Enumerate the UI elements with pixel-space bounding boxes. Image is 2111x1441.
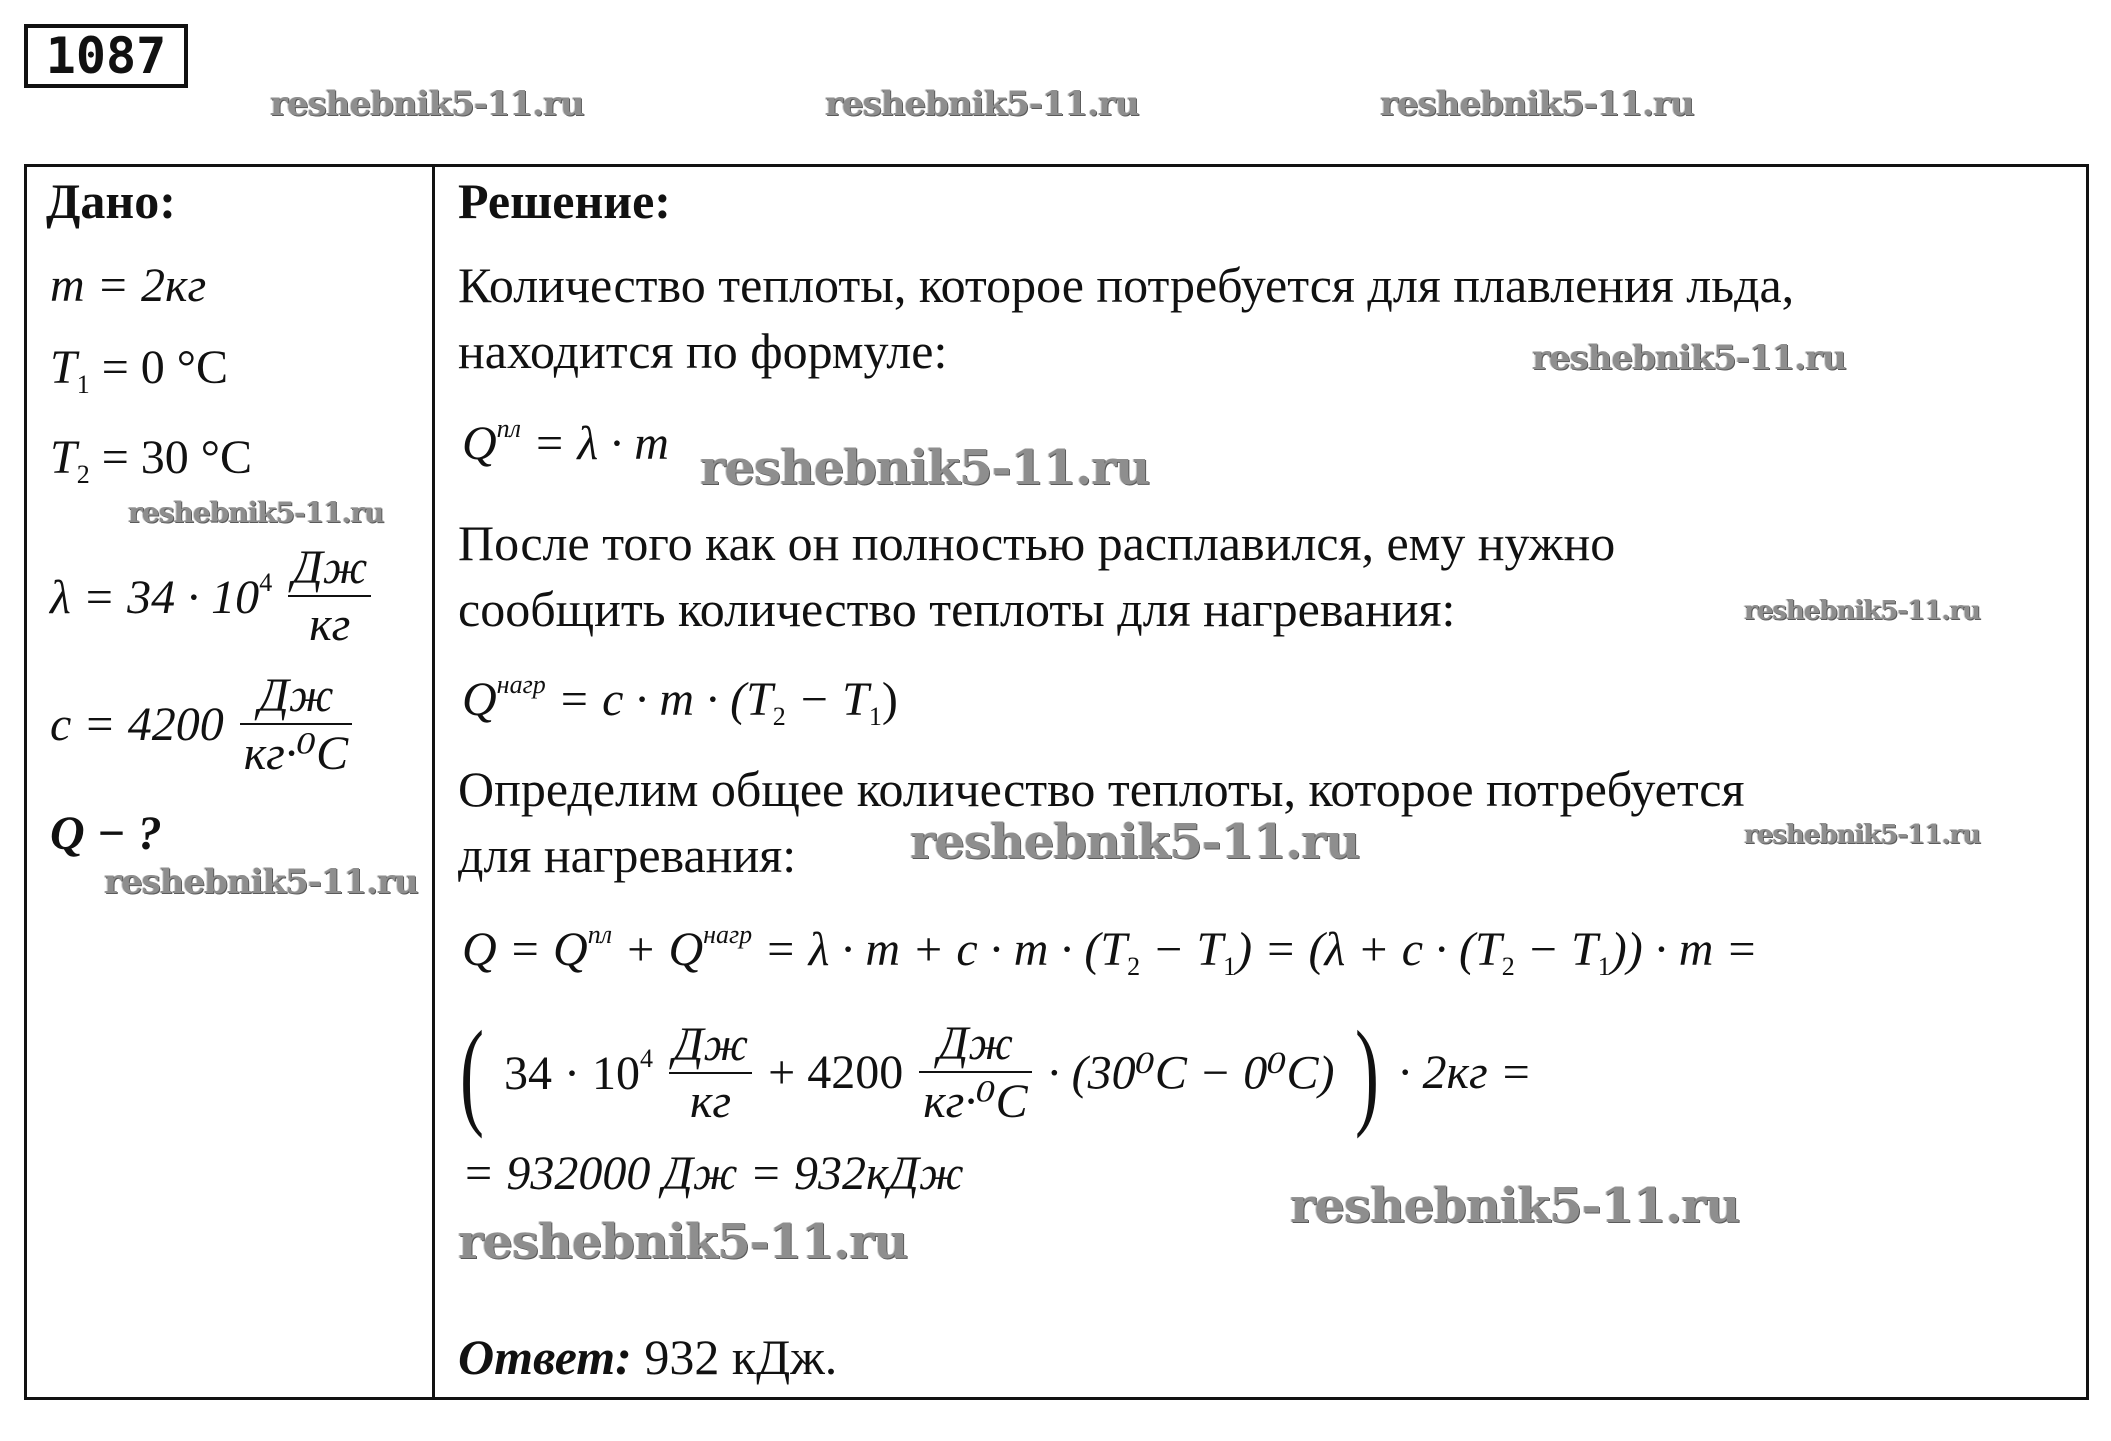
watermark: reshebnik5-11.ru bbox=[1290, 1178, 1740, 1234]
equation-result: = 932000 Дж = 932кДж bbox=[462, 1147, 964, 1200]
watermark: reshebnik5-11.ru bbox=[700, 440, 1150, 496]
watermark: reshebnik5-11.ru bbox=[1744, 596, 1981, 626]
formula-melting: $Q^{пл} = \lambda \cdot m$ bbox=[462, 414, 669, 470]
equation-total: $Q = Q^{пл} + Q^{нагр} = \lambda \cdot m + c \cdot m \cdot (T_2 - T_1) = (\lambda + c \cdot (T_2 - T_1)) \cdot m$ = bbox=[462, 920, 1758, 981]
solution-text-line: После того как он полностью расплавился, ему нужно bbox=[458, 515, 1616, 571]
answer: Ответ: 932 кДж. bbox=[458, 1329, 838, 1385]
watermark: reshebnik5-11.ru bbox=[128, 496, 384, 529]
solution-text-line: Количество теплоты, которое потребуется для плавления льда, bbox=[458, 257, 1795, 313]
solution-text-line: Определим общее количество теплоты, которое потребуется bbox=[458, 761, 1745, 817]
solution-text-line: находится по формуле: bbox=[458, 323, 948, 379]
formula-heating: $Q^{нагр} = c \cdot m \cdot (T_2 - T_1)$ bbox=[462, 670, 898, 731]
given-lambda: $\lambda = 34 \cdot 10^4$ $\frac{Дж}{кг}$ bbox=[50, 540, 375, 652]
watermark: reshebnik5-11.ru bbox=[1380, 84, 1694, 124]
given-c: c = 4200 $\frac{Дж}{\text{кг·⁰C}}$ bbox=[50, 668, 356, 781]
solution-text-line: для нагревания: bbox=[458, 827, 797, 883]
watermark: reshebnik5-11.ru bbox=[270, 84, 584, 124]
column-divider bbox=[432, 164, 435, 1400]
solution-heading: Решение: bbox=[458, 173, 671, 229]
equation-substitution: ( $34 \cdot 10^4$ $\frac{Дж}{кг}$ + 4200 $\frac{Дж}{\text{кг·⁰C}}$ · (30⁰C − 0⁰C) ) · 2кг = bbox=[459, 1005, 1533, 1139]
watermark: reshebnik5-11.ru bbox=[1532, 338, 1846, 378]
solution-text-line: сообщить количество теплоты для нагревания: bbox=[458, 581, 1456, 637]
given-mass: m = 2кг bbox=[50, 259, 207, 312]
watermark: reshebnik5-11.ru bbox=[458, 1214, 908, 1270]
problem-number: 1087 bbox=[24, 24, 188, 88]
given-t2: $T_2 = 30$ °C bbox=[50, 431, 252, 489]
given-find: Q − ? bbox=[50, 807, 162, 860]
watermark: reshebnik5-11.ru bbox=[910, 814, 1360, 870]
watermark: reshebnik5-11.ru bbox=[1744, 820, 1981, 850]
given-heading: Дано: bbox=[46, 173, 176, 229]
watermark: reshebnik5-11.ru bbox=[104, 862, 418, 902]
given-t1: $T_1 = 0$ °C bbox=[50, 341, 228, 399]
watermark: reshebnik5-11.ru bbox=[825, 84, 1139, 124]
